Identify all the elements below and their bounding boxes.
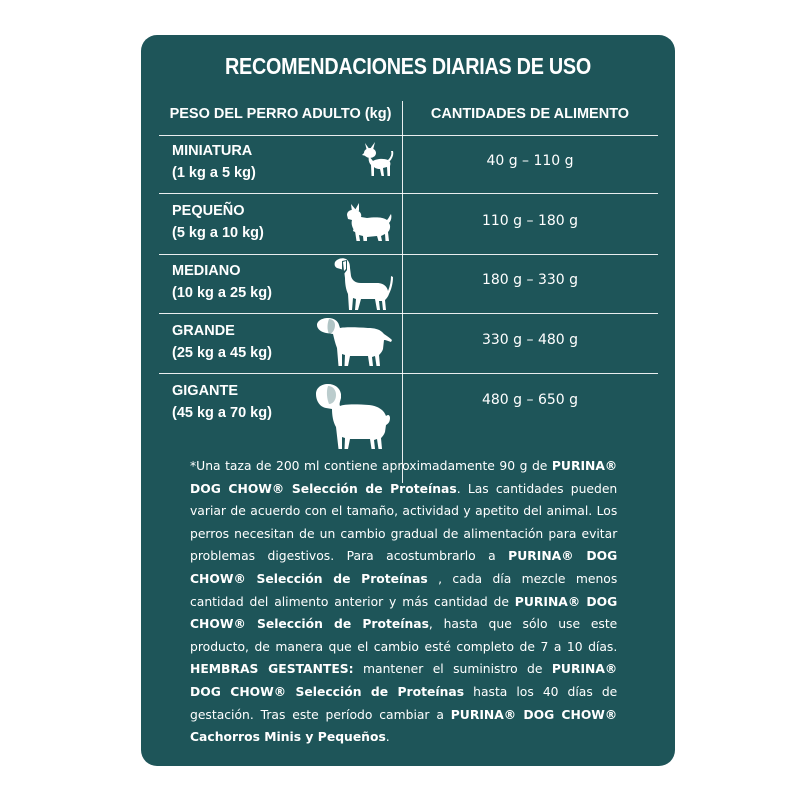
table-row [159,254,658,313]
pregnant-females-label: HEMBRAS GESTANTES: [190,661,354,677]
header-amount: CANTIDADES DE ALIMENTO [430,106,630,122]
size-label: GRANDE [172,323,235,339]
product-name: PURINA® DOG CHOW® Selección de Proteínas [190,661,618,699]
page-title: RECOMENDACIONES DIARIAS DE USO [225,53,591,79]
medium-dog-icon [333,256,393,311]
weight-range: (5 kg a 10 kg) [172,225,264,241]
feeding-guide-panel [141,35,675,766]
product-name: PURINA® DOG CHOW® Selección de Proteínas [190,548,618,586]
table-row [159,135,658,193]
product-name: PURINA® DOG CHOW® Selección de Proteínas [190,458,618,496]
weight-range: (45 kg a 70 kg) [172,405,272,421]
amount-value: 180 g – 330 g [481,272,579,288]
weight-range: (25 kg a 45 kg) [172,345,272,361]
header-weight: PESO DEL PERRO ADULTO (kg) [169,106,392,122]
note-text: , hasta que sólo use este producto, de manera que el cambio esté completo de 7 a 10 días. [190,616,618,654]
usage-note [190,455,617,749]
feeding-table [159,93,658,483]
note-text: . Las cantidades pueden variar de acuerdo con el tamaño, actividad y apetito del animal. Los perros necesitan de un cambio gradual de alimentación para evitar problemas digestivos. Para acostumbrarlo a [190,480,618,564]
note-text: , cada día mezcle menos cantidad del alimento anterior y más cantidad de [190,570,618,609]
puppy-product-name: PURINA® DOG CHOW® Cachorros Minis y Pequeños [190,706,618,745]
size-label: PEQUEÑO [172,203,245,219]
chihuahua-icon [361,141,395,177]
note-text: mantener el suministro de [353,661,552,677]
size-label: GIGANTE [172,383,239,399]
product-name: PURINA® DOG CHOW® Selección de Proteínas [190,593,618,632]
amount-value: 330 g – 480 g [481,332,579,348]
amount-value: 40 g – 110 g [486,153,574,169]
large-dog-icon [316,316,394,368]
weight-range: (1 kg a 5 kg) [172,165,256,181]
amount-value: 480 g – 650 g [481,392,579,408]
size-label: MINIATURA [172,143,253,159]
giant-dog-icon [314,382,394,452]
note-text: . [385,729,390,745]
table-row [159,313,658,373]
size-label: MEDIANO [172,263,241,279]
small-dog-icon [345,201,393,245]
note-text: hasta los 40 días de gestación. Tras este período cambiar a [190,683,618,722]
amount-value: 110 g – 180 g [481,213,579,229]
weight-range: (10 kg a 25 kg) [172,285,272,301]
note-text: *Una taza de 200 ml contiene aproximadamente 90 g de [190,458,552,473]
table-row [159,193,658,254]
